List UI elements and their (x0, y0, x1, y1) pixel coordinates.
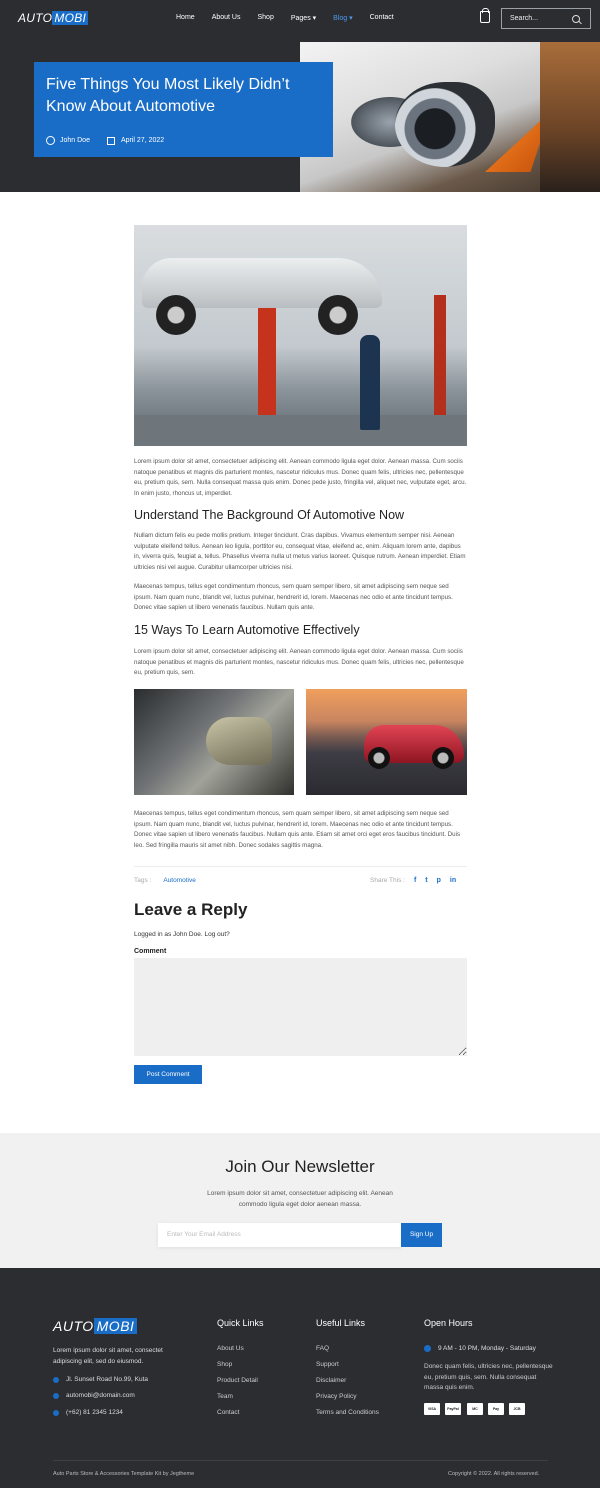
search-box[interactable] (501, 8, 591, 29)
hero-headlight-image (300, 42, 600, 192)
article-paragraph: Nullam dictum felis eu pede mollis pretium. Integer tincidunt. Cras dapibus. Vivamus elementum semper nisi. Aenean vulputate eleifend tellus. Aenean leo ligula, porttitor eu, consequat vitae, eleifend ac, enim. Aliquam lorem ante, dapibus in, viverra quis, feugiat a, tellus. Phasellus viverra nulla ut metus varius laoreet. Quisque rutrum. Aenean imperdiet. Etiam ultricies nisi vel augue. Curabitur ullamcorper ultricies nisi. (134, 532, 466, 571)
newsletter-section (0, 1133, 600, 1268)
post-date: April 27, 2022 (120, 137, 165, 144)
footer-link[interactable]: Shop (217, 1361, 233, 1368)
quick-links-title: Quick Links (217, 1318, 264, 1328)
article-heading: 15 Ways To Learn Automotive Effectively (134, 623, 360, 637)
comment-label: Comment (134, 948, 167, 955)
nav-item-blog[interactable]: Blog ▾ (333, 15, 353, 22)
footer-link[interactable]: Terms and Conditions (316, 1409, 379, 1416)
reply-title: Leave a Reply (134, 900, 248, 919)
nav-item-shop[interactable]: Shop (257, 14, 274, 21)
footer-link[interactable]: Product Detail (217, 1377, 258, 1384)
post-title: Five Things You Most Likely Didn’t Know About Automotive (46, 76, 290, 115)
footer-address: Jl. Sunset Road No.99, Kuta (53, 1376, 148, 1383)
top-navigation (0, 0, 600, 38)
footer-credit: Auto Parts Store & Accessories Template Kit by Jegtheme (53, 1471, 195, 1477)
article-main-image (134, 225, 467, 446)
footer-link[interactable]: Disclaimer (316, 1377, 347, 1384)
footer-link[interactable]: Support (316, 1361, 339, 1368)
nav-item-about[interactable]: About Us (211, 14, 241, 21)
footer-link[interactable]: FAQ (316, 1345, 330, 1352)
newsletter-text: Lorem ipsum dolor sit amet, consectetuer adipiscing elit. Aenean commodo ligula eget dolor aenean massa. (207, 1190, 393, 1208)
sign-up-button[interactable]: Sign Up (401, 1223, 442, 1247)
post-meta (46, 136, 164, 145)
tag-link[interactable]: Automotive (163, 877, 196, 884)
footer-logo[interactable]: AUTO MOBI (53, 1318, 137, 1334)
open-hours-title: Open Hours (424, 1318, 473, 1328)
nav-item-contact[interactable]: Contact (369, 14, 394, 21)
pinterest-icon[interactable]: p (436, 877, 441, 884)
facebook-icon[interactable]: f (413, 877, 417, 884)
post-title-card (34, 62, 333, 157)
article-heading: Understand The Background Of Automotive Now (134, 508, 405, 522)
article-paragraph: Lorem ipsum dolor sit amet, consectetuer adipiscing elit. Aenean commodo ligula eget dolor. Aenean massa. Cum sociis natoque penatibus et magnis dis parturient montes, nascetur ridiculus mus. Donec quam felis, ultricies nec, pellentesque eu, pretium quis, sem. (134, 648, 464, 676)
open-hours-text: Donec quam felis, ultricies nec, pellentesque eu, pretium quis, sem. Nulla consequat massa quis enim. (424, 1363, 553, 1391)
footer-link[interactable]: Privacy Policy (316, 1393, 357, 1400)
logged-in-text[interactable]: Logged in as John Doe. Log out? (134, 931, 230, 938)
search-input[interactable]: Search... (510, 15, 539, 22)
twitter-icon[interactable]: t (425, 877, 428, 884)
site-logo[interactable]: AUTO MOBI (18, 11, 87, 25)
clock-icon (424, 1345, 431, 1352)
search-icon[interactable] (572, 15, 580, 23)
useful-links-title: Useful Links (316, 1318, 366, 1328)
footer-copyright: Copyright © 2022. All rights reserved. (448, 1471, 540, 1477)
car-mirror-image (134, 689, 294, 795)
footer-phone[interactable]: (+62) 81 2345 1234 (53, 1409, 123, 1416)
footer-divider (53, 1460, 548, 1461)
applepay-icon: Pay (488, 1403, 504, 1415)
main-menu (176, 14, 411, 22)
footer-link[interactable]: Team (217, 1393, 233, 1400)
newsletter-title: Join Our Newsletter (225, 1157, 375, 1176)
cart-icon[interactable] (480, 11, 490, 23)
paypal-icon: PayPal (445, 1403, 461, 1415)
open-hours: 9 AM - 10 PM, Monday - Saturday (424, 1345, 536, 1352)
article-paragraph: Maecenas tempus, tellus eget condimentum rhoncus, sem quam semper libero, sit amet adipiscing sem neque sed ipsum. Nam quam nunc, blandit vel, luctus pulvinar, hendrerit id, lorem. Maecenas nec odio et ante tincidunt tempus. Donec vitae sapien ut libero venenatis faucibus. Nullam quis ante. (134, 583, 453, 611)
mastercard-icon: MC (467, 1403, 483, 1415)
phone-icon (53, 1410, 59, 1416)
share-bar: Share This : f t p in (370, 877, 457, 884)
visa-icon: VISA (424, 1403, 440, 1415)
hero-section (0, 0, 600, 192)
calendar-icon (107, 137, 115, 145)
nav-item-pages[interactable]: Pages ▾ (290, 15, 317, 22)
mail-icon (53, 1393, 59, 1399)
footer-email[interactable]: automobi@domain.com (53, 1392, 135, 1399)
article-paragraph: Lorem ipsum dolor sit amet, consectetuer adipiscing elit. Aenean commodo ligula eget dolor. Aenean massa. Cum sociis natoque penatibus et magnis dis parturient montes, nascetur ridiculus mus. Donec quam felis, ultricies nec, pellentesque eu, pretium quis, sem. Nulla consequat massa quis enim. Donec pede justo, fringilla vel, aliquet nec, vulputate eget, arcu. In enim justo, rhoncus ut, imperdiet. (134, 458, 467, 497)
article-paragraph: Maecenas tempus, tellus eget condimentum rhoncus, sem quam semper libero, sit amet adipiscing sem neque sed ipsum. Nam quam nunc, blandit vel, luctus pulvinar, hendrerit id, lorem. Maecenas nec odio et ante tincidunt tempus. Donec vitae sapien ut libero venenatis faucibus. Nullam quis ante. Etiam sit amet orci eget eros faucibus tincidunt. Duis leo. Sed fringilla mauris sit amet nibh. Donec sodales sagittis magna. (134, 810, 461, 849)
post-comment-button[interactable]: Post Comment (134, 1065, 202, 1084)
linkedin-icon[interactable]: in (449, 877, 457, 884)
nav-item-home[interactable]: Home (176, 14, 195, 21)
comment-field[interactable] (134, 958, 467, 1056)
divider (134, 866, 467, 867)
footer-link[interactable]: About Us (217, 1345, 244, 1352)
jcb-icon: JCB (509, 1403, 525, 1415)
footer (0, 1268, 600, 1488)
location-icon (53, 1377, 59, 1383)
red-convertible-image (306, 689, 467, 795)
newsletter-email-input[interactable]: Enter Your Email Address (158, 1223, 401, 1247)
footer-link[interactable]: Contact (217, 1409, 240, 1416)
post-author[interactable]: John Doe (60, 137, 90, 144)
user-icon (46, 136, 55, 145)
post-tags: Tags : Automotive (134, 877, 196, 884)
footer-about: Lorem ipsum dolor sit amet, consectet adipiscing elit, sed do eiusmod. (53, 1347, 163, 1365)
